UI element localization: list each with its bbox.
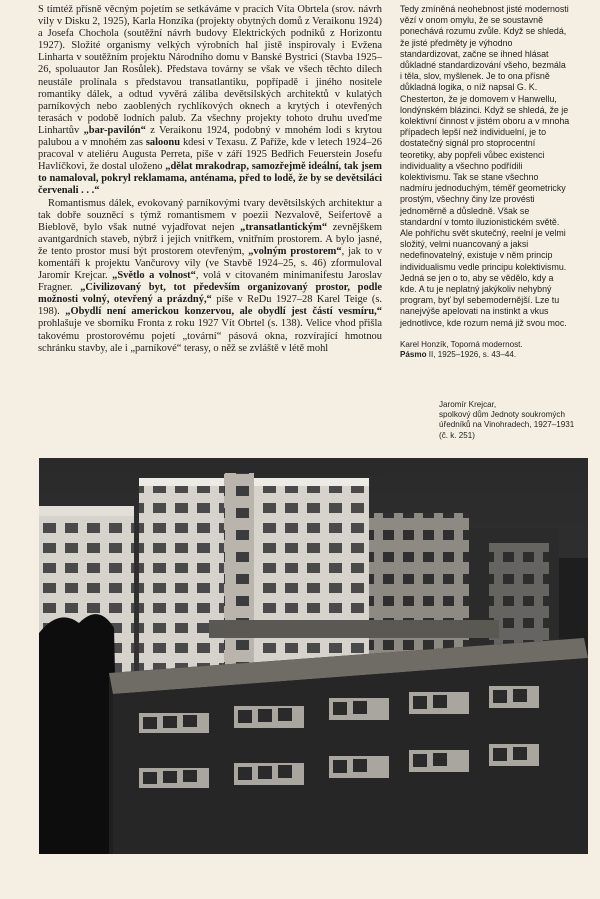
text-run: Romantismus dálek, evokovaný parníkovými tvary devětsilských architektur a tak dobře souzněcí s týmž romantismem v poezii Nezvalově, Seifertově a Bieblově, bylo však nutné vyjadřovat nejen — [38, 197, 382, 233]
bold-phrase: „dělat mrakodrap, samozřejmě ideální, tak jsem to namaloval, pokryl reklamama, anténama, před to lodě, že by se devětsiláci červenali . . .“ — [38, 161, 383, 197]
text-run: píše v ReDu 1927–28 Karel Teige (s. 198). — [38, 294, 382, 318]
text-run: , volá v citovaném minimanifestu Jaroslav Fragner. — [38, 270, 382, 294]
caption-line: (č. k. 251) — [439, 430, 475, 440]
paragraph — [38, 198, 382, 355]
bold-phrase: saloonu — [145, 137, 181, 149]
bold-phrase: „transatlantickým“ — [240, 221, 328, 233]
text-run: S tímtéž přísně věcným pojetím se setkáváme v pracích Víta Obrtela (srov. návrh vily v Disku 2, 1925), Karla Honzíka (projekty obytných domů z Veraikonu 1924) a Josefa Chochola (soutěžní návrh budovy Elektrických podniků z Horizontu 1927). Složité organismy velkých výrobních hal jistě inspirovaly i Evžena Linharta v soutěžním projektu Národního domu v Banské Bystrici (Stavba 1925–26, spoluautor Jan Rosůlek). Představa továrny se však ve všech těchto dílech neustále prolínala s představou transatlantiku, popřípadě i jiného nositele romantiky dálek, a odtud vyvěrá záliba devětsilských architektů v kulatých parníkových nebo zaoblených rychlíkových oknech a krytých i otevřených terasách v podobě lodních palub. Za všechny projekty tohoto druhu uveďme Linhartův — [38, 4, 382, 136]
quote-text: Tedy zmíněná neohebnost jisté modernosti vězí v onom omylu, že se soustavně ponechává rozumu zvůle. Když se shledá, že jisté předměty je výhodno standardizovat, začne se ihned hlásat důkladné standardizování všeho, bezmála i těla, slov, myšlenek. Je to ona přísně důkladná logika, o níž napsal G. K. Chesterton, že je domovem v Hanwellu, londýnském blázinci. Když se shledá, že je kolektivní činnost v jistém oboru a v mnoha případech lepší než individuelní, je to dostatečný signál pro stoprocentní teoretiky, aby popřeli vůbec existenci individuality a všechno podřídili kolektivismu. Tak se stane všechno nadmíru jednoduchým, téměř geometricky prostým, všechny činy lze provésti jednoměrně a důsledně. Však se standardní v tomto iluzionistickém světě. Ale pohříchu svět skutečný, reelní je velmi složitý, velmi nuancovaný a jaksi nedefinovatelný, existuje v něm princip individualismu vedle principu kolektivismu. Jedná se jen o to, aby se vědělo, kdy a kde. A tu je neplatný jakýkoliv nehybný program, byť byl sebemodernější. Lze tu nanejvýše apelovati na instinkt a vkus jednotlivce, kde rozum nemá již svou moc. — [400, 4, 570, 328]
photo-caption — [439, 400, 589, 441]
building-photograph — [39, 458, 588, 854]
bold-phrase: „Civilizovaný byt, tot především organizovaný prostor, podle možnosti volný, otevřený a prázdný,“ — [38, 282, 382, 306]
source-details: II, 1925–1926, s. 43–44. — [426, 350, 517, 360]
caption-line: spolkový dům Jednoty soukromých — [439, 410, 565, 420]
bold-phrase: „Světlo a volnost“ — [112, 270, 196, 282]
bold-phrase: „bar-pavilón“ — [83, 124, 146, 136]
quote-block — [400, 4, 570, 329]
quote-source — [400, 340, 570, 360]
text-run: z Veraikonu 1924, podobný v mnohém lodi s krytou palubou a v mnohém zas — [38, 124, 382, 149]
bold-phrase: „volným prostorem“ — [248, 245, 342, 257]
source-author: Karel Honzík, Toporná modernost. — [400, 339, 523, 349]
caption-line: úředníků na Vinohradech, 1927–1931 — [439, 420, 575, 430]
text-run: prohlašuje ve sborníku Fronta z roku 1927 Vít Obrtel (s. 138). Velice vhod přišla takovému prostorovému pojetí „tovární“ pásová okna, rozvírající hmotnou schránku stavby, ale i „parníkové“ terasy, o něž se zvláště v létě mohl — [38, 318, 382, 354]
text-run: , jak to v komentáři k projektu Vančurovy vily (ve Stavbě 1924–25, s. 46) zformuloval Jaromír Krejcar. — [38, 245, 382, 282]
caption-line: Jaromír Krejcar, — [439, 400, 497, 409]
paragraph — [38, 4, 382, 198]
quote-column — [400, 4, 570, 360]
main-text-column — [38, 4, 382, 355]
text-run: kdesi v Texasu. Z Paříže, kde v letech 1924–26 pracoval v ateliéru Augusta Perreta, píše v září 1925 Bedřich Feuerstein Josefu Havlíčkovi, že dostal uloženo — [38, 137, 382, 173]
text-run: zevnějškem avantgardních staveb, nýbrž i jejich vnitřkem, vnitřním prostorem. A bylo jasné, že tento prostor musí být prostorem otevřeným, — [38, 221, 382, 257]
building-photo-illustration — [39, 458, 588, 854]
bold-phrase: „Obydlí není americkou konzervou, ale obydlí jest částí vesmíru,“ — [65, 306, 382, 318]
source-journal: Pásmo — [400, 350, 427, 360]
